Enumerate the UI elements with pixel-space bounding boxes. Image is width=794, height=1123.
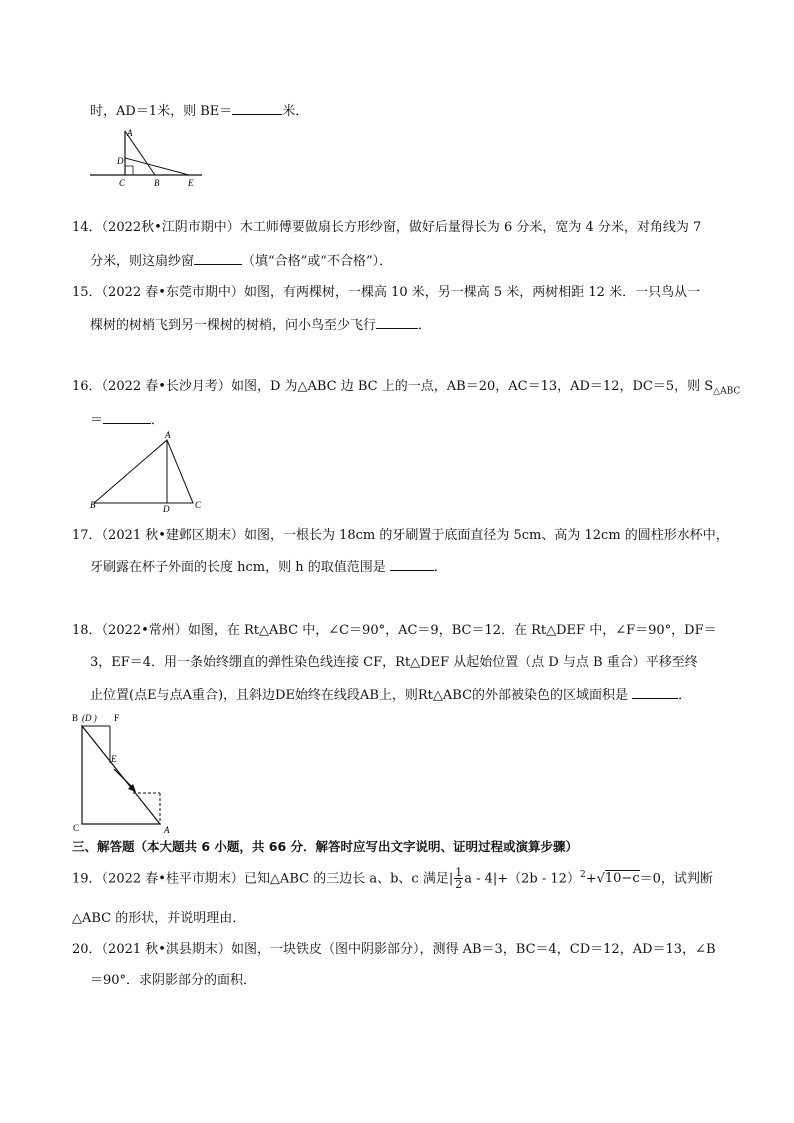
q15-text3: ． — [418, 318, 432, 333]
q15-number: 15． — [72, 285, 102, 300]
q18-line2 — [90, 654, 698, 672]
q18-label-c: C — [73, 823, 80, 833]
q16-line2 — [90, 411, 164, 430]
q16-text: 如图，D 为△ABC 边 BC 上的一点，AB＝20，AC＝13，AD＝12，DC＝5，则 S — [230, 379, 714, 394]
section-3-heading: 三、解答题（本大题共 6 小题，共 66 分．解答时应写出文字说明、证明过程或演算步骤） — [72, 839, 579, 854]
q18-line3 — [90, 686, 691, 705]
q20-line1 — [72, 941, 716, 959]
q13-label-a: A — [127, 128, 133, 138]
q17-text2: 牙刷露在杯子外面的长度 hcm，则 h 的取值范围是 — [90, 560, 386, 575]
q13-label-d: D — [117, 156, 124, 166]
q18-text: 如图，在 Rt△ABC 中，∠C＝90°，AC＝9，BC＝12．在 Rt△DEF 中，∠F＝90°，DF＝ — [187, 623, 717, 638]
q19-sqrt-sign: √ — [596, 871, 605, 887]
q14-line1 — [72, 219, 701, 237]
q18-label-f: F — [114, 713, 120, 723]
q13-figure — [90, 128, 210, 208]
q18-source: （2022•常州） — [101, 623, 188, 638]
q19-line2 — [72, 910, 245, 928]
q13-label-c: C — [119, 178, 126, 188]
q17-text3: ． — [433, 560, 447, 575]
q17-line1 — [72, 527, 729, 545]
q13-text: 时，AD＝1米，则 BE＝ — [90, 104, 233, 119]
q14-source: （2022秋•江阴市期中） — [101, 220, 240, 235]
q16-text3: ． — [151, 413, 165, 428]
q13-label-e: E — [188, 178, 194, 188]
q18-number: 18． — [72, 623, 102, 638]
q15-text: 如图，有两棵树，一棵高 10 米，另一棵高 5 米，两树相距 12 米．一只鸟从一 — [243, 285, 701, 300]
q18-label-e: E — [111, 754, 117, 764]
q18-text2: 3，EF＝4．用一条始终绷直的弹性染色线连接 CF，Rt△DEF 从起始位置（点 D 与点 B 重合）平移至终 — [90, 655, 698, 670]
q18-figure — [70, 709, 180, 839]
q15-blank[interactable] — [376, 316, 418, 329]
q16-text2: ＝ — [90, 413, 104, 428]
q13-label-b: B — [154, 178, 160, 188]
q16-subscript: △ABC — [713, 386, 741, 397]
q19-frac-den: 2 — [455, 878, 463, 892]
q15-line2 — [90, 316, 431, 335]
q14-text: 木工师傅要做扇长方形纱窗，做好后量得长为 6 分米，宽为 4 分米，对角线为 7 — [239, 220, 702, 235]
q20-text2: ＝90°．求阴影部分的面积． — [90, 973, 257, 988]
q15-text2: 棵树的树梢飞到另一棵树的树梢，问小鸟至少飞行 — [90, 318, 377, 333]
q19-number: 19． — [72, 871, 102, 887]
q15-line1 — [72, 284, 700, 302]
q19-source: （2022 春•桂平市期末） — [101, 871, 244, 887]
q19-sup: 2 — [579, 870, 586, 880]
q15-source: （2022 春•东莞市期中） — [101, 285, 244, 300]
q19-fraction — [454, 867, 463, 890]
q20-line2 — [90, 972, 256, 990]
q13-unit: 米． — [282, 104, 309, 119]
q17-line2 — [90, 558, 447, 577]
q19-plus: + — [585, 871, 597, 887]
q18-text4: ． — [678, 688, 692, 703]
q13-answer-line — [90, 102, 308, 121]
q19-line1 — [72, 866, 713, 890]
q16-label-d: D — [163, 504, 170, 514]
q19-text: 已知△ABC 的三边长 a、b、c 满足| — [243, 871, 454, 887]
q20-text: 如图，一块铁皮（图中阴影部分），测得 AB＝3，BC＝4，CD＝12，AD＝13，∠B — [230, 942, 716, 957]
q14-text2: 分米，则这扇纱窗 — [90, 254, 195, 269]
q19-text4: △ABC 的形状，并说明理由． — [72, 911, 246, 926]
q19-frac-num: 1 — [455, 866, 463, 880]
q16-label-a: A — [165, 430, 171, 440]
q19-text2: a - 4|+（2b - 12） — [464, 871, 580, 887]
q16-label-b: B — [90, 500, 96, 510]
q18-line1 — [72, 622, 717, 640]
q16-line1 — [72, 378, 740, 401]
q17-blank[interactable] — [390, 558, 434, 571]
q18-text3: 止位置(点E与点A重合)，且斜边DE始终在线段AB上，则Rt△ABC的外部被染色的区域面积是 — [90, 688, 629, 703]
q14-text3: （填“合格”或“不合格”）． — [242, 254, 393, 269]
q14-line2 — [90, 252, 392, 271]
q17-text: 如图，一根长为 18cm 的牙刷置于底面直径为 5cm、高为 12cm 的圆柱形水杯中， — [243, 528, 729, 543]
q13-blank[interactable] — [232, 102, 282, 115]
q20-source: （2021 秋•淇县期末） — [101, 942, 231, 957]
q14-number: 14． — [72, 220, 102, 235]
q16-figure — [90, 430, 220, 516]
q16-label-c: C — [195, 500, 202, 510]
q17-source: （2021 秋•建邺区期末） — [101, 528, 244, 543]
q14-blank[interactable] — [194, 252, 242, 265]
q16-blank[interactable] — [103, 411, 151, 424]
q18-label-b: B — [72, 713, 79, 723]
q16-number: 16． — [72, 379, 102, 394]
q18-blank[interactable] — [632, 686, 678, 699]
q19-radicand: 10−c — [604, 871, 640, 887]
q20-number: 20． — [72, 942, 102, 957]
q19-text3: ＝0，试判断 — [639, 871, 713, 887]
q18-label-d: (D ) — [82, 713, 97, 723]
q17-number: 17． — [72, 528, 102, 543]
q16-source: （2022 春•长沙月考） — [101, 379, 231, 394]
q18-label-a: A — [164, 825, 170, 835]
